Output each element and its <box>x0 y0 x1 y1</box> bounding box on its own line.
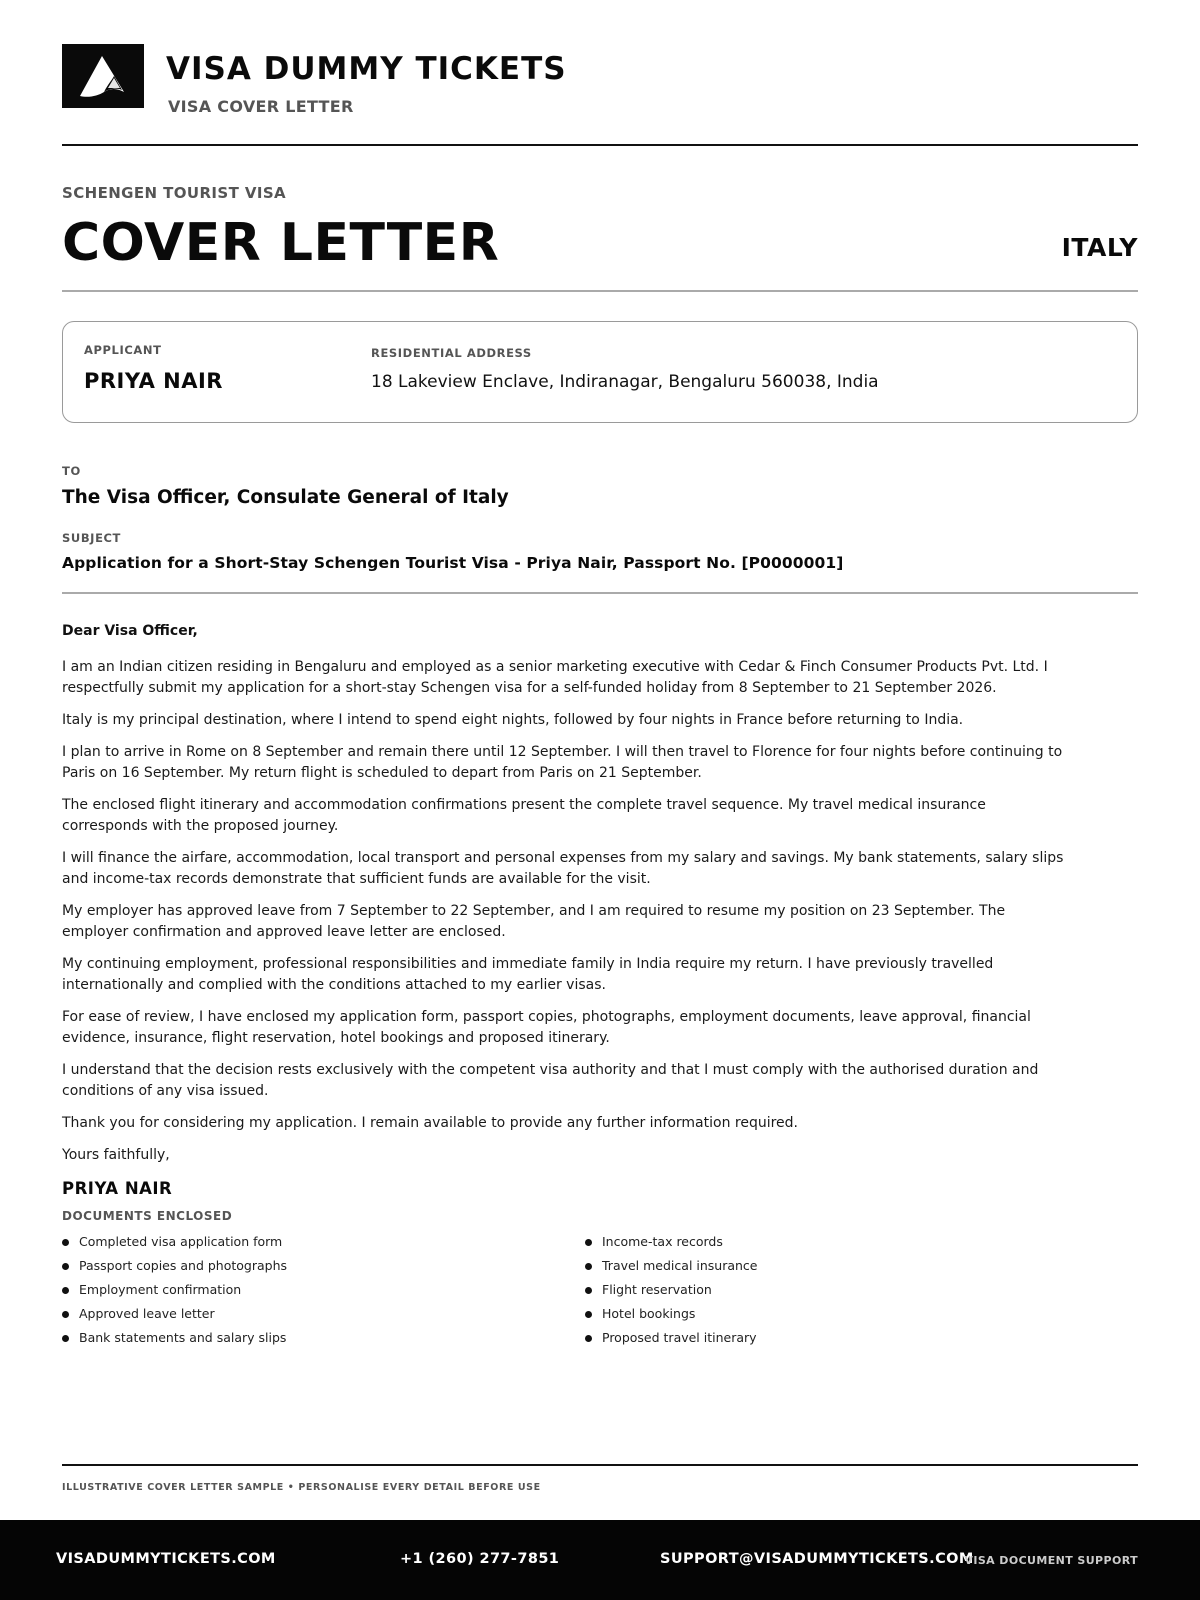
visa-type-kicker: SCHENGEN TOURIST VISA <box>62 184 287 202</box>
header-divider <box>62 144 1138 146</box>
brand-title: VISA DUMMY TICKETS <box>166 51 567 87</box>
footer-tagline: VISA DOCUMENT SUPPORT <box>964 1554 1138 1567</box>
subject-label: SUBJECT <box>62 531 122 545</box>
closing: Yours faithfully, <box>62 1147 170 1163</box>
documents-label: DOCUMENTS ENCLOSED <box>62 1209 233 1223</box>
signature-name: PRIYA NAIR <box>62 1179 173 1198</box>
country-label: ITALY <box>1061 233 1138 262</box>
residential-address: 18 Lakeview Enclave, Indiranagar, Bengaluru 560038, India <box>371 372 879 392</box>
website-link[interactable]: VISADUMMYTICKETS.COM <box>56 1551 276 1567</box>
list-item: Income-tax records <box>585 1233 1108 1257</box>
phone-link[interactable]: +1 (260) 277-7851 <box>400 1551 560 1567</box>
to-label: TO <box>62 464 81 478</box>
mountain-logo-icon <box>62 44 144 108</box>
footer-bar <box>0 1520 1200 1600</box>
list-item: Proposed travel itinerary <box>585 1329 1108 1353</box>
list-item: Passport copies and photographs <box>62 1257 585 1281</box>
address-label: RESIDENTIAL ADDRESS <box>371 346 532 360</box>
page-title: COVER LETTER <box>62 213 500 273</box>
letter-paragraph: I am an Indian citizen residing in Bengaluru and employed as a senior marketing executive with Cedar & Finch Consumer Products Pvt. Ltd. I respectfully submit my application for a short-stay Schengen visa for a self-funded holiday from 8 September to 21 September 2026. <box>62 659 1048 696</box>
letter-paragraph: I will finance the airfare, accommodation, local transport and personal expenses from my salary and savings. My bank statements, salary slips and income-tax records demonstrate that sufficient funds are available for the visit. <box>62 850 1064 887</box>
footer-divider <box>62 1464 1138 1466</box>
letter-paragraph: I understand that the decision rests exclusively with the competent visa authority and that I must comply with the authorised duration and conditions of any visa issued. <box>62 1062 1039 1099</box>
list-item: Travel medical insurance <box>585 1257 1108 1281</box>
brand-subtitle: VISA COVER LETTER <box>168 97 354 116</box>
list-item: Approved leave letter <box>62 1305 585 1329</box>
list-item: Employment confirmation <box>62 1281 585 1305</box>
letter-paragraph: I plan to arrive in Rome on 8 September and remain there until 12 September. I will then travel to Florence for four nights before continuing to Paris on 16 September. My return flight is scheduled to depart from Paris on 21 September. <box>62 744 1063 781</box>
letter-body <box>62 657 1072 1177</box>
subject-line: Application for a Short-Stay Schengen Tourist Visa - Priya Nair, Passport No. [P0000001] <box>62 554 844 572</box>
list-item: Completed visa application form <box>62 1233 585 1257</box>
applicant-label: APPLICANT <box>84 343 162 357</box>
salutation: Dear Visa Officer, <box>62 623 198 639</box>
email-link[interactable]: SUPPORT@VISADUMMYTICKETS.COM <box>660 1551 974 1567</box>
recipient: The Visa Officer, Consulate General of Italy <box>62 487 509 508</box>
brand-header <box>62 44 567 116</box>
list-item: Flight reservation <box>585 1281 1108 1305</box>
letter-paragraph: Thank you for considering my application. I remain available to provide any further information required. <box>62 1115 799 1131</box>
title-divider <box>62 290 1138 292</box>
list-item: Bank statements and salary slips <box>62 1329 585 1353</box>
list-item: Hotel bookings <box>585 1305 1108 1329</box>
letter-paragraph: For ease of review, I have enclosed my application form, passport copies, photographs, employment documents, leave approval, financial evidence, insurance, flight reservation, hotel bookings and proposed itinerary. <box>62 1009 1031 1046</box>
documents-column-right <box>585 1233 1108 1353</box>
documents-list <box>62 1233 1138 1353</box>
disclaimer: ILLUSTRATIVE COVER LETTER SAMPLE • PERSONALISE EVERY DETAIL BEFORE USE <box>62 1482 541 1493</box>
applicant-name: PRIYA NAIR <box>84 369 223 393</box>
letter-paragraph: My employer has approved leave from 7 September to 22 September, and I am required to resume my position on 23 September. The employer confirmation and approved leave letter are enclosed. <box>62 903 1006 940</box>
documents-column-left <box>62 1233 585 1353</box>
subject-divider <box>62 592 1138 594</box>
applicant-card <box>62 321 1138 423</box>
letter-paragraph: The enclosed flight itinerary and accommodation confirmations present the complete travel sequence. My travel medical insurance corresponds with the proposed journey. <box>62 797 986 834</box>
letter-paragraph: My continuing employment, professional responsibilities and immediate family in India require my return. I have previously travelled internationally and complied with the conditions attached to my earlier visas. <box>62 956 994 993</box>
letter-paragraph: Italy is my principal destination, where I intend to spend eight nights, followed by four nights in France before returning to India. <box>62 712 964 728</box>
